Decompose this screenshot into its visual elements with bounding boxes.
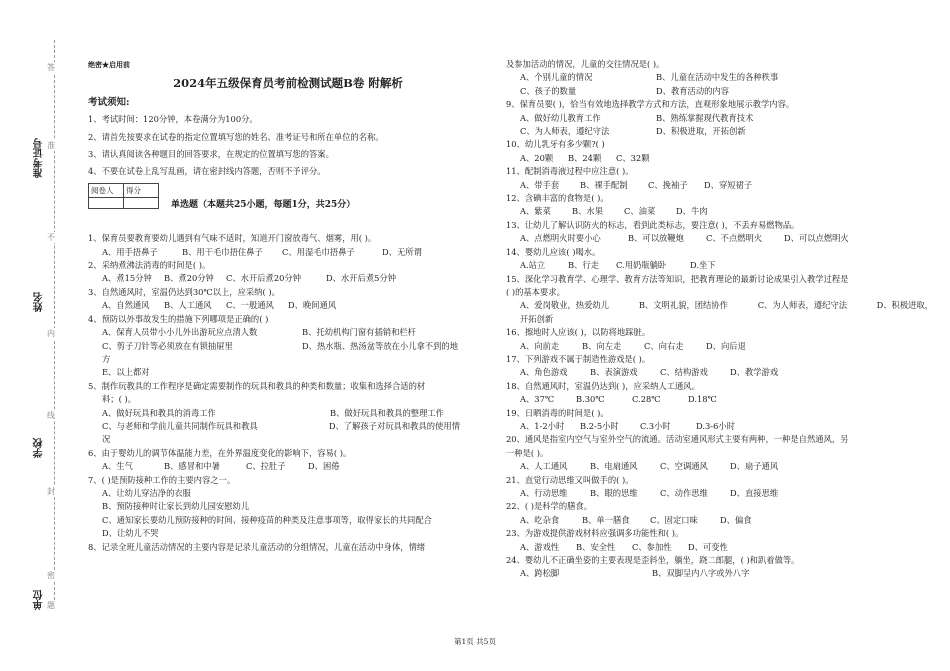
answer-option[interactable]: C、向右走 — [644, 340, 684, 351]
answer-option[interactable]: B、裸手配制 — [580, 179, 628, 190]
left-column — [88, 58, 488, 554]
option-row — [506, 393, 936, 406]
option-row — [88, 272, 488, 285]
cut-mark: 准 — [47, 141, 55, 150]
question-line: 18、自然通风时，室温仍达到( )，应采纳人工通风。 — [506, 380, 700, 391]
answer-option[interactable]: A、吃杂食 — [520, 514, 560, 525]
question-line: E、以上都对 — [102, 367, 150, 378]
option-row — [506, 567, 936, 580]
option-row — [506, 85, 936, 98]
option-row — [506, 420, 936, 433]
answer-option[interactable]: B、24颗 — [568, 152, 602, 163]
answer-option[interactable]: D、水开后煮5分钟 — [326, 273, 397, 284]
answer-option[interactable]: A、37℃ — [520, 394, 555, 405]
option-row — [506, 514, 936, 527]
notice-list — [88, 113, 488, 179]
answer-option[interactable]: B、熟练掌握现代教育技术 — [656, 112, 754, 123]
answer-option[interactable]: A、做好幼儿教育工作 — [520, 112, 601, 123]
answer-option[interactable]: D、热水瓶、热汤盆等放在小儿拿不到的地 — [302, 340, 458, 351]
answer-option[interactable]: B、安全性 — [576, 541, 616, 552]
answer-option[interactable]: C、水开后煮20分钟 — [226, 273, 301, 284]
answer-option[interactable]: B、可以放鞭炮 — [628, 233, 684, 244]
answer-option[interactable]: A、煮15分钟 — [102, 273, 152, 284]
page-footer: 第1页 共5页 — [454, 637, 496, 646]
answer-option[interactable]: D、牛肉 — [676, 206, 708, 217]
answer-option[interactable]: C、一般通风 — [226, 300, 274, 311]
question-line: 12、含碘丰富的食物是( )。 — [506, 193, 609, 204]
score-box — [88, 183, 159, 209]
answer-option[interactable]: B、人工通风 — [164, 300, 212, 311]
binding-margin — [0, 0, 70, 671]
section-heading: 单选题（本题共25小题，每题1分，共25分） — [171, 199, 356, 210]
answer-option[interactable]: C.用奶瓶躺卧 — [616, 260, 667, 271]
answer-option[interactable]: D、直接思维 — [730, 488, 779, 498]
answer-option[interactable]: D、积极进取， — [876, 300, 934, 311]
answer-option[interactable]: A、个别儿童的情况 — [520, 72, 593, 83]
question-line: 5、制作玩教具的工作程序是确定需要制作的玩具和教具的种类和数量；收集和选择合适的材 — [88, 380, 426, 391]
answer-option[interactable]: D、积极进取，开拓创新 — [656, 126, 746, 137]
option-row — [506, 259, 936, 272]
score-blank[interactable] — [124, 198, 159, 209]
binding-dashed-line — [54, 40, 55, 610]
option-row — [506, 152, 936, 165]
answer-option[interactable]: A、角色游戏 — [520, 367, 568, 378]
answer-option[interactable]: A、人工通风 — [520, 461, 568, 472]
option-row — [506, 71, 936, 84]
option-row — [88, 340, 488, 353]
answer-option[interactable]: C、结构游戏 — [660, 367, 708, 378]
right-column — [506, 58, 936, 581]
option-row — [506, 340, 936, 353]
question-line: 1、保育员要教育要幼儿遇到有气味不适时，知道开门窗放毒气、烟雾，用( )。 — [88, 233, 377, 244]
option-row — [88, 246, 488, 259]
right-questions — [506, 58, 936, 581]
option-row — [88, 420, 488, 433]
answer-option[interactable]: C、参加性 — [632, 541, 672, 552]
answer-option[interactable]: A、点燃明火时要小心 — [520, 233, 601, 244]
notice-item: 4、不要在试卷上乱写乱画，请在密封线内答题，否则不予评分。 — [88, 166, 326, 177]
answer-option[interactable]: A、跨松脚 — [520, 568, 560, 579]
notice-heading: 考试须知: — [88, 96, 130, 108]
answer-option[interactable]: C、不点燃明火 — [706, 233, 763, 244]
left-questions — [88, 232, 488, 554]
answer-option[interactable]: C、为人师表，遵纪守法 — [520, 126, 610, 137]
answer-option[interactable]: B、文明礼貌，团结协作 — [638, 300, 728, 311]
answer-option[interactable]: D、穿短裙子 — [704, 179, 753, 190]
question-line: 11、配制消毒液过程中应注意( )。 — [506, 166, 634, 177]
answer-option[interactable]: C、动作思维 — [660, 488, 708, 498]
answer-option[interactable]: C.28℃ — [632, 394, 661, 405]
answer-option[interactable]: A、做好玩具和教具的消毒工作 — [102, 407, 216, 418]
option-row — [88, 326, 488, 339]
question-line: 19、日晒消毒的时间是( )。 — [506, 407, 609, 418]
answer-option[interactable]: B、单一膳食 — [582, 514, 630, 525]
question-line: 开拓创新 — [520, 313, 554, 324]
answer-option[interactable]: D、偏食 — [720, 514, 752, 525]
answer-option[interactable]: B、行走 — [568, 260, 599, 271]
answer-option[interactable]: D、了解孩子对玩具和教具的使用情 — [328, 420, 460, 431]
question-line: 10、幼儿乳牙有多少颗?( ) — [506, 139, 605, 150]
answer-option[interactable]: C、为人师表，遵纪守法 — [757, 300, 848, 311]
option-row — [506, 205, 936, 218]
answer-option[interactable]: D、晚间通风 — [288, 300, 337, 311]
answer-option[interactable]: A、用手捂鼻子 — [102, 246, 158, 257]
answer-option[interactable]: B、做好玩具和教具的整理工作 — [330, 407, 444, 418]
notice-item: 3、请认真阅读各种题目的回答要求，在规定的位置填写您的答案。 — [88, 149, 334, 160]
answer-option[interactable]: C、剪子刀针等必须放在有锁抽屉里 — [102, 340, 233, 351]
answer-option[interactable]: B、托幼机构门窗有插销和栏杆 — [302, 327, 416, 338]
cut-mark: 题 — [47, 601, 55, 610]
cut-mark: 答 — [47, 63, 55, 72]
answer-option[interactable]: A.站立 — [520, 260, 546, 271]
question-line: 13、让幼儿了解认识防火的标志，看到此类标志，要注意( )，不丢弃易燃物品。 — [506, 219, 800, 230]
question-line: 一种是( )。 — [506, 447, 549, 458]
question-line: ( )的基本要求。 — [506, 286, 565, 297]
option-row — [506, 232, 936, 245]
question-line: B、预防接种时让家长到幼儿园安慰幼儿 — [102, 501, 250, 512]
question-line: D、让幼儿不哭 — [102, 528, 159, 539]
answer-option[interactable]: C、油菜 — [624, 206, 656, 217]
secret-label: 绝密★启用前 — [88, 60, 130, 69]
option-row — [88, 460, 488, 473]
question-line: 7、( )是预防接种工作的主要内容之一。 — [88, 474, 236, 485]
name-label: 姓名 — [34, 292, 45, 312]
answer-option[interactable]: B、向左走 — [582, 340, 622, 351]
answer-option[interactable]: D、困倦 — [308, 461, 340, 472]
answer-option[interactable]: D.18℃ — [688, 394, 717, 405]
question-line: 16、擦地时人应该( )，以防将地踩脏。 — [506, 327, 651, 338]
answer-option[interactable]: B、眼的思维 — [590, 488, 638, 498]
answer-option[interactable]: D、无所谓 — [382, 246, 422, 257]
question-line: C、通知家长要幼儿预防接种的时间、接种疫苗的种类及注意事项等，取得家长的共同配合 — [102, 514, 432, 525]
answer-option[interactable]: B.30℃ — [576, 394, 605, 405]
answer-option[interactable]: D、可变性 — [688, 541, 728, 552]
answer-option[interactable]: C、空调通风 — [660, 461, 708, 472]
question-line: 17、下列游戏不属于制造性游戏是( )。 — [506, 353, 651, 364]
answer-option[interactable]: A、爱岗敬业，热爱幼儿 — [520, 300, 609, 311]
cut-mark: 线 — [47, 411, 55, 420]
answer-option[interactable]: C、孩子的数量 — [520, 85, 577, 96]
answer-option[interactable]: C、固定口味 — [650, 514, 698, 525]
answer-option[interactable]: C、挽袖子 — [648, 179, 688, 190]
option-row — [506, 112, 936, 125]
answer-option[interactable]: A、带手套 — [520, 179, 560, 190]
option-row — [506, 125, 936, 138]
answer-option[interactable]: C、用湿毛巾捂鼻子 — [282, 246, 355, 257]
option-row — [506, 299, 936, 312]
answer-option[interactable]: B、感冒和中暑 — [164, 461, 220, 472]
school-label: 学校 — [34, 438, 45, 458]
unit-label: 单位 — [34, 590, 45, 610]
answer-option[interactable]: C、与老师和学前儿童共同制作玩具和教具 — [102, 420, 258, 431]
question-line: 8、记录全班儿童活动情况的主要内容是记录儿童活动的分组情况，儿童在活动中身体，情绪 — [88, 541, 426, 552]
answer-option[interactable]: A、生气 — [102, 461, 133, 472]
question-line: 及参加活动的情况，儿童的交往情况是( )。 — [506, 59, 665, 69]
question-line: 2、采纳煮沸法消毒的时间是( )。 — [88, 260, 211, 271]
cut-mark: 不 — [47, 233, 55, 242]
answer-option[interactable]: A、自然通风 — [102, 300, 150, 311]
option-row — [506, 487, 936, 500]
answer-option[interactable]: D、扇子通风 — [730, 461, 779, 472]
question-line: 况 — [102, 434, 111, 445]
question-line: 料；( )。 — [102, 394, 137, 405]
answer-option[interactable]: B.2-5小时 — [580, 420, 619, 431]
question-line: A、让幼儿穿洁净的衣服 — [102, 487, 191, 498]
answer-option[interactable]: B、用干毛巾捂住鼻子 — [182, 246, 263, 257]
reviewer-blank[interactable] — [89, 198, 124, 209]
answer-option[interactable]: C.3小时 — [640, 420, 671, 431]
answer-option[interactable]: D、教育活动的内容 — [656, 85, 730, 96]
question-line: 方 — [102, 353, 111, 364]
answer-option[interactable]: D、教学游戏 — [730, 367, 779, 378]
answer-option[interactable]: C、拉肚子 — [246, 461, 286, 472]
option-row — [88, 299, 488, 312]
answer-option[interactable]: A、行动思维 — [520, 488, 568, 498]
question-line: 4、预防以外事故发生的措施下列哪项是正确的( ) — [88, 313, 269, 324]
reviewer-cell: 阅卷人 — [89, 183, 124, 197]
notice-item: 1、考试时间：120分钟，本卷满分为100分。 — [88, 114, 258, 125]
question-line: 23、为游戏提供游戏材料应强调多功能性和( )。 — [506, 528, 684, 539]
answer-option[interactable]: D、可以点燃明火 — [784, 233, 849, 244]
page-title: 2024年五级保育员考前检测试题B卷 附解析 — [173, 76, 403, 91]
answer-option[interactable]: B、水果 — [572, 206, 603, 217]
question-line: 14、婴幼儿应该( )喝水。 — [506, 246, 601, 257]
score-cell: 得分 — [124, 183, 159, 197]
question-line: 15、深化学习教育学、心理学、教育方法等知识，把教育理论的最新讨论成果引入教学过程是 — [506, 273, 849, 284]
question-line: 22、( )是科学的膳食。 — [506, 501, 593, 512]
question-line: 21、直觉行动思维又叫做手的( )。 — [506, 474, 634, 485]
answer-option[interactable]: A、保育人员带小小儿外出游玩应点清人数 — [102, 327, 258, 338]
answer-option[interactable]: C、32颗 — [616, 152, 650, 163]
notice-item: 2、请首先按要求在试卷的指定位置填写您的姓名、准考证号和所在单位的名称。 — [88, 131, 384, 142]
answer-option[interactable]: B、煮20分钟 — [164, 273, 214, 284]
answer-option[interactable]: B、儿童在活动中发生的各种秩事 — [656, 72, 779, 83]
question-line: 24、婴幼儿不正确坐姿的主要表现是歪斜坐，躺坐，跷二郎腿，( )和趴着做等。 — [506, 555, 800, 566]
option-row — [506, 366, 936, 379]
answer-option[interactable]: A、游戏性 — [520, 541, 560, 552]
answer-option[interactable]: B、表演游戏 — [590, 367, 638, 378]
option-row — [88, 407, 488, 420]
option-row — [506, 460, 936, 473]
question-line: 9、保育员要( )，恰当有效地选择教学方式和方法，直观形象地展示教学内容。 — [506, 99, 795, 110]
cut-mark: 密 — [47, 571, 55, 580]
answer-option[interactable]: A、紫菜 — [520, 206, 551, 217]
answer-option[interactable]: D.坐下 — [690, 260, 716, 271]
answer-option[interactable]: B、双脚呈内八字或外八字 — [652, 568, 750, 579]
question-line: 20、通风是指室内空气与室外空气的流通。活动室通风形式主要有两种，一种是自然通风，另 — [506, 434, 849, 445]
answer-option[interactable]: A、1-2小时 — [520, 420, 565, 431]
answer-option[interactable]: D、向后退 — [706, 340, 746, 351]
answer-option[interactable]: D.3-6小时 — [696, 420, 735, 431]
option-row — [506, 541, 936, 554]
option-row — [506, 179, 936, 192]
answer-option[interactable]: A、向前走 — [520, 340, 560, 351]
answer-option[interactable]: B、电扇通风 — [590, 461, 638, 472]
question-line: 6、由于婴幼儿的调节体温能力差，在外界温度变化的影响下，容易( )。 — [88, 447, 352, 458]
answer-option[interactable]: A、20颗 — [520, 152, 554, 163]
cut-mark: 内 — [47, 329, 55, 338]
cut-mark: 封 — [47, 487, 55, 496]
exam-number-label: 准考证号 — [34, 138, 45, 178]
section-header-row — [88, 183, 488, 212]
question-line: 3、自然通风时，室温仍达到30℃以上，应采纳( )。 — [88, 286, 280, 297]
